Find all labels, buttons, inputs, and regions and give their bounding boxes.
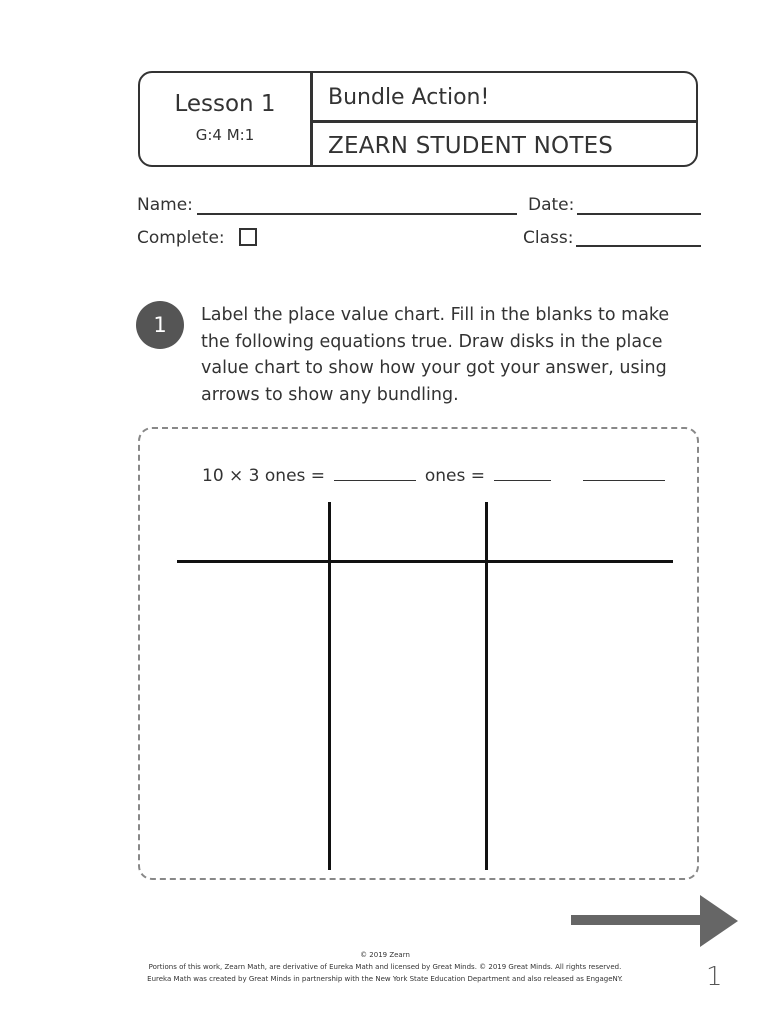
footer-license: Portions of this work, Zearn Math, are derivative of Eureka Math and licensed by Great Minds. © 2019 Great Minds. All rights reserved. [148, 963, 622, 971]
work-area [138, 427, 699, 880]
place-value-chart-divider-1 [328, 502, 331, 870]
next-arrow-shaft[interactable] [571, 915, 703, 925]
complete-checkbox[interactable] [239, 228, 257, 246]
right-arrow-icon[interactable] [700, 895, 740, 947]
lesson-header [138, 71, 698, 167]
header-divider-vertical [310, 73, 313, 165]
answer-blank-2[interactable] [494, 462, 551, 481]
lesson-grade-module: G:4 M:1 [195, 126, 255, 144]
footer-copyright: © 2019 Zearn [360, 951, 410, 959]
equation-part-2: ones = [424, 466, 485, 486]
footer-attribution: Eureka Math was created by Great Minds in partnership with the New York State Education Department and also released as EngageNY. [147, 975, 623, 983]
header-divider-horizontal [311, 120, 696, 123]
equation-row [202, 462, 665, 486]
question-number-badge: 1 [136, 301, 184, 349]
lesson-title: Lesson 1 [174, 91, 276, 117]
class-field[interactable] [576, 245, 701, 247]
place-value-chart-header-line [177, 560, 673, 563]
place-value-chart-divider-2 [485, 502, 488, 870]
date-field[interactable] [577, 213, 701, 215]
notes-title: ZEARN STUDENT NOTES [328, 133, 614, 159]
question-text: Label the place value chart. Fill in the blanks to make the following equations true. Draw disks in the place value chart to show how your got your answer, using arrows to show any bundling. [201, 305, 670, 405]
name-label: Name: [137, 195, 193, 215]
class-label: Class: [523, 228, 574, 248]
complete-label: Complete: [137, 228, 225, 248]
topic-title: Bundle Action! [328, 85, 490, 110]
date-label: Date: [528, 195, 575, 215]
answer-blank-1[interactable] [334, 462, 416, 481]
equation-part-1: 10 × 3 ones = [202, 466, 326, 486]
page-number: 1 [706, 962, 723, 992]
name-field[interactable] [197, 213, 517, 215]
answer-blank-3[interactable] [583, 462, 665, 481]
